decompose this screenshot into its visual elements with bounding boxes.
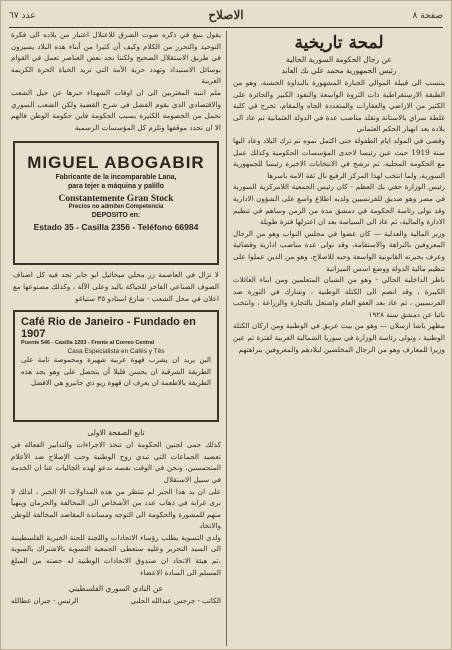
right-column [233, 29, 445, 355]
right-paragraph-1: ينتسب الى قبيلة الموالي الجبارة المشهورة بالبداوة الخشنة، وهو من الطبقة الارستقراطية ذات الثروة الواسعة والنفوذ الكبير والحائزة على الكثير من الاراضي والعقارات والمتعددة الجاه والمقام، تخرج في كلية غلطة سراي بالاستانة وتقلد مناصب عدة في الدولة العثمانية ثم عاد الى بلاده بعد انهيار الحكم العثماني [233, 78, 445, 134]
newspaper-title: الاصلاح [208, 8, 244, 22]
continued-heading: تابع الصفحة الاولى [87, 428, 145, 438]
page-header [9, 7, 443, 28]
ad-line-2: para tejer a máquina y palillo [67, 183, 165, 191]
article-subtitle: عن رجال الحكومة السورية الحالية [286, 55, 392, 64]
signature-president: الرئيس - جبران عطالله [11, 597, 79, 606]
paragraph-2: ملم انتبه المغتربين الى ان اوقات الشهداء حبرها عن حيل الشعب والاقتصادي الذي يقوم الفشل في شرح القضية ولكن الشعب السوري تحمل من الخصومة الكثيرة بسبب الحكومة فاين حكومة الوطن فالهم الا ان تحدد موقفها وتلزم كل المؤسسات الرسمية [11, 87, 221, 132]
organization-name: عن النادي السوري الفلسطيني [68, 584, 164, 594]
column-divider [226, 31, 227, 646]
intro-paragraph: يقول بنبغ في ذكره صوت الشرق للاعتلال اعتبار من بلاده الى فكرة التوحيد والتحرر من الكلام وكيف أن كثيرا من أبناء هذه البلاد يسيرون في طريق الاستقلال الصحيح ولكننا نجد بعض العناصر تعمل في القوام بوسائل الاستبداد وتهدد حرية الأمة التي تريد الحياة الحرة الكريمة العربية [11, 30, 221, 86]
abogabir-arabic-text: لا تزال في العاصمة زر محلي ميخائيل ابو جابر تجد فيه كل اصناف الصوف الصناعي الفاخر للحياكة باليد وعلى الآلة ، وكذلك مصنوعها مع اعلان في محل الشعب - شارع استادو ٣٥ ستياغو [13, 270, 219, 303]
paragraph-5: ولدى التسوية يطلب رؤساء الاتحادات واللجنة للجنة الخيرية الفلسطينية الى السيد التحرير وعليه ستعطى الجمعية التسوية بالاشتراك بالسوية ،ثم هيئة الاتحاد ان صندوق الاتحادات الوطنية له حصته من المبلغ المسلم الى السادة الاعضاء [11, 532, 221, 577]
ad-prices: Precios no admiten Competencia [68, 204, 164, 211]
cafe-arabic-text: البن يريد ان يشرب قهوة عربية شهيرة ومحموصة تامة على الطريقة الشرقية ان يحسن قليلا أن يتحصل على وهو يجد هذه الطريقة بالاطعمة ان يعرف ان قهوة ريو دي جانيرو هي الافضل [21, 356, 211, 388]
right-paragraph-6: مظهر باشا ارسلان — وهو من بيت عريق في الوطنية ومن اركان الكتلة الوطنية ، وتولى رئاسة الوزارة في سوريا الشمالية الغربية لفترة ثم عين وزيرا للمعارف وهو من الرجال المخلصين لبلادهم والمعروفين بنزاهتهم [233, 321, 445, 354]
right-paragraph-2: وقضى في المولد ايام الطفولة حتى اكتمل نموه ثم ترك البلاد وعاد اليها سنة 1919 حيث عين رئيسا لاحدى المؤسسات الحكومية وكذلك عمل مع الحكومة المحلية، ثم ترشح في الانتخابات الاخيرة رئيسا للجمهورية السورية، ولما انتخب لهذا المركز الرفيع نال ثقة الامة باسرها [233, 135, 445, 180]
paragraph-3: كذلك حمى لجنين الحكومة ان تتخذ الاجراءات والتدابير الفعالة في تعضيد الجماعات التي تبدي روح الوطنية وحب الإصلاح ضد الأعلام المتحمسين، ونحن في الوقت نفسه ندعو لهذه الجاليات عنا ان الخدمة في سبيل الاستقلال [11, 440, 221, 484]
right-paragraph-4: وزير المالية والعدلية — كان عضوا في مجلس النواب وهو من الرجال المعروفين بالنزاهة والاستقامة، وقد تولى عدة مناصب ادارية وقضائية وعرف بخبرته القانونية الواسعة وحبه للاصلاح، وهو من الذين عملوا على تنظيم مالية الدولة ووضع اسس الميزانية [233, 228, 445, 273]
article-title: لمحة تاريخية [294, 33, 384, 53]
signature-secretary: الكاتب - جرجس عبدالله الحلبي [130, 597, 221, 606]
right-paragraph-3: رئيس الوزارة حقي بك العظم - كان رئيس الجمعية اللامركزية السورية في مصر وهو صديق للفرنسيين ولديه اطلاع واسع على الشؤون الادارية وقد تولى رئاسة الحكومة في دمشق مدة من الزمن وساهم في تنظيم الادارة والمالية، ثم عاد الى السياسة بعد ان اعتزلها فترة طويلة [233, 182, 445, 227]
page-number: صفحة ٨ [412, 11, 443, 21]
issue-number: عدد ٦٧ [9, 11, 36, 21]
right-paragraph-5: ناظر الداخلية الحالي - وهو من الشبان المتعلمين ومن ابناء العائلات الكبيرة ، وقد انضم الى الكتلة الوطنية ، وشارك في الثورة ضد الفرنسيين ، ثم عاد بعد العفو العام واشتغل بالتجارة والزراعة ، وانتخب نائبا عن دمشق سنة ١٩٢٨ [233, 275, 445, 319]
section-heading-president: رئيس الجمهورية محمد علي بك العابد [281, 66, 397, 75]
ad-address: Estado 35 - Casilla 2356 - Teléfono 66984 [33, 222, 199, 233]
ad-stock: Constantemente Gran Stock [58, 194, 174, 205]
cafe-specialty: Casa Especialista en Cafés y Tés [67, 348, 165, 356]
left-column [11, 29, 221, 605]
cafe-advertisement [13, 310, 219, 422]
paragraph-4: على ان يد هذا الحبر لم تنتظر من هذه المداولات الا الخير ، لذلك لا نرى غرابة في ذهاب عدد من الأشخاص الى المخالفة والحرمان ويتهيأ منهم للمشورة والحكومة الى التوجه ومساندة المقاصد المخالفة للوطن والاتحاد [11, 486, 221, 531]
ad-line-1: Fabricante de la incomparable Lana, [55, 174, 177, 182]
cafe-address: Puente 546 - Casilla 1203 - Frente al Correo Central [21, 340, 155, 347]
ad-brand-name: MIGUEL ABOGABIR [27, 153, 205, 173]
cafe-name: Café Rio de Janeiro - Fundado en 1907 [21, 316, 196, 341]
abogabir-advertisement [13, 141, 219, 265]
ad-deposito: DEPOSITO en: [91, 212, 141, 220]
